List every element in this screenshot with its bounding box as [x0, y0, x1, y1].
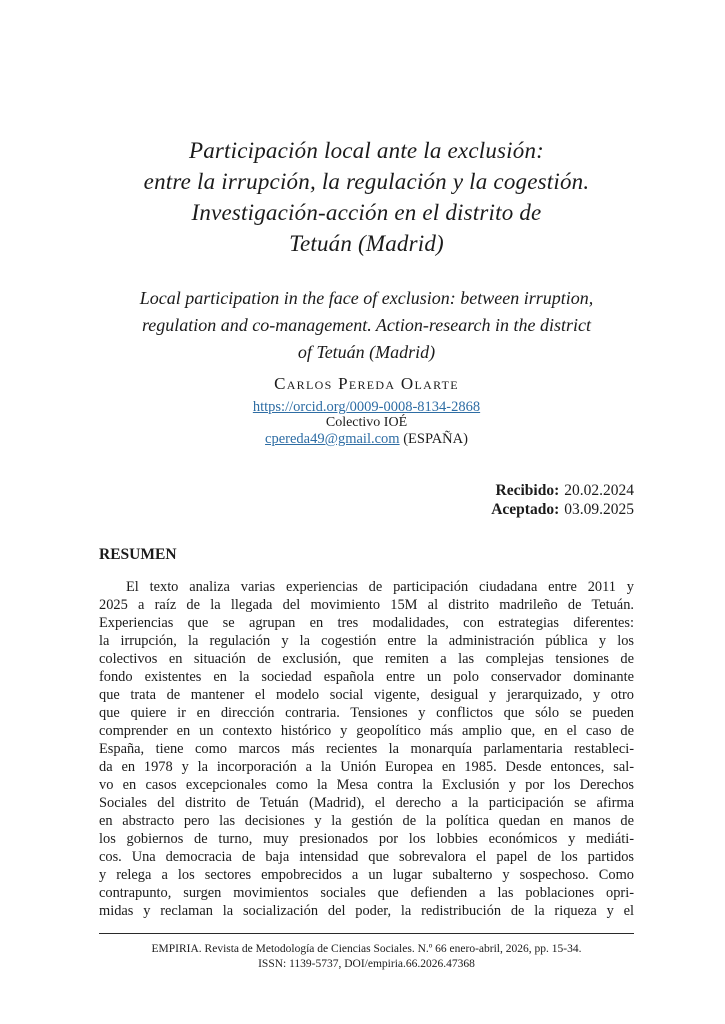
abstract-line: fondo existentes en la sociedad española entre un polo conservador dominante	[99, 669, 634, 685]
page-title	[99, 135, 634, 259]
abstract-line: la irrupción, la regulación y la cogestión entre la administración pública y los	[99, 633, 634, 649]
abstract-line: Sociales del distrito de Tetuán (Madrid), el derecho a la participación se afirma	[99, 795, 634, 811]
orcid-row	[99, 399, 634, 415]
abstract-line: 2025 a raíz de la llegada del movimiento 15M al distrito madrileño de Tetuán.	[99, 597, 634, 613]
author-name: Carlos Pereda Olarte	[274, 374, 459, 393]
abstract-line: y relega a los sectores empobrecidos a un lugar subalterno y sospechoso. Como	[99, 867, 634, 883]
abstract-line: Experiencias que se agrupan en tres modalidades, con estrategias diferentes:	[99, 615, 634, 631]
received-value: 20.02.2024	[564, 482, 634, 499]
email-link[interactable]: cpereda49@gmail.com	[265, 431, 400, 447]
abstract-line: contrapunto, surgen movimientos sociales que defienden a las poblaciones opri-	[99, 885, 634, 901]
abstract-line: da en 1978 y la incorporación a la Unión Europea en 1985. Desde entonces, sal-	[99, 759, 634, 775]
received-row	[99, 481, 634, 500]
title-line: Participación local ante la exclusión:	[188, 138, 545, 163]
email-row	[99, 431, 634, 447]
abstract-line: los gobiernos de turno, muy presionados por los lobbies económicos y mediáti-	[99, 831, 634, 847]
abstract-paragraph	[99, 578, 634, 920]
accepted-row	[99, 500, 634, 519]
page-subtitle-english	[99, 285, 634, 366]
received-label: Recibido:	[495, 482, 560, 499]
footer-issn-line: ISSN: 1139-5737, DOI/empiria.66.2026.47368	[258, 958, 475, 970]
abstract-line: que trata de mantener el modelo social vigente, desigual y jerarquizado, y otro	[99, 687, 634, 703]
abstract-line: vo en casos excepcionales como la Mesa contra la Exclusión y por los Derechos	[99, 777, 634, 793]
subtitle-line: of Tetuán (Madrid)	[297, 342, 436, 362]
abstract-line: que quiere ir en dirección contraria. Tensiones y conflictos que sólo se pueden	[99, 705, 634, 721]
abstract-line: El texto analiza varias experiencias de participación ciudadana entre 2011 y	[126, 579, 634, 595]
abstract-heading: RESUMEN	[99, 546, 177, 563]
dates-block	[99, 481, 634, 519]
title-line: Investigación-acción en el distrito de	[191, 200, 542, 225]
title-line: entre la irrupción, la regulación y la cogestión.	[143, 169, 590, 194]
country-label: (ESPAÑA)	[403, 431, 468, 447]
affiliation: Colectivo IOÉ	[325, 415, 408, 430]
abstract-line: cos. Una democracia de baja intensidad que sobrevalora el papel de los partidos	[99, 849, 634, 865]
abstract-line: midas y reclaman la socialización del poder, la redistribución de la riqueza y el	[99, 903, 634, 919]
abstract-line: colectivos en situación de exclusión, que remiten a las complejas tensiones de	[99, 651, 634, 667]
title-line: Tetuán (Madrid)	[289, 231, 444, 256]
subtitle-line: regulation and co-management. Action-research in the district	[141, 315, 592, 335]
abstract-line: comprender en un contexto histórico y geopolítico más amplio que, en el caso de	[99, 723, 634, 739]
subtitle-line: Local participation in the face of exclusion: between irruption,	[139, 288, 594, 308]
footer-journal-line: EMPIRIA. Revista de Metodología de Ciencias Sociales. N.º 66 enero-abril, 2026, pp. 15-34.	[151, 943, 582, 955]
accepted-value: 03.09.2025	[564, 501, 634, 518]
orcid-link[interactable]: https://orcid.org/0009-0008-8134-2868	[252, 399, 481, 415]
abstract-line: España, tiene como marcos más recientes la monarquía parlamentaria restableci-	[99, 741, 634, 757]
page-footer	[99, 942, 634, 972]
accepted-label: Aceptado:	[491, 501, 560, 518]
abstract-line: en abstracto pero las decisiones y la gestión de la política quedan en manos de	[99, 813, 634, 829]
footer-rule	[99, 933, 634, 934]
